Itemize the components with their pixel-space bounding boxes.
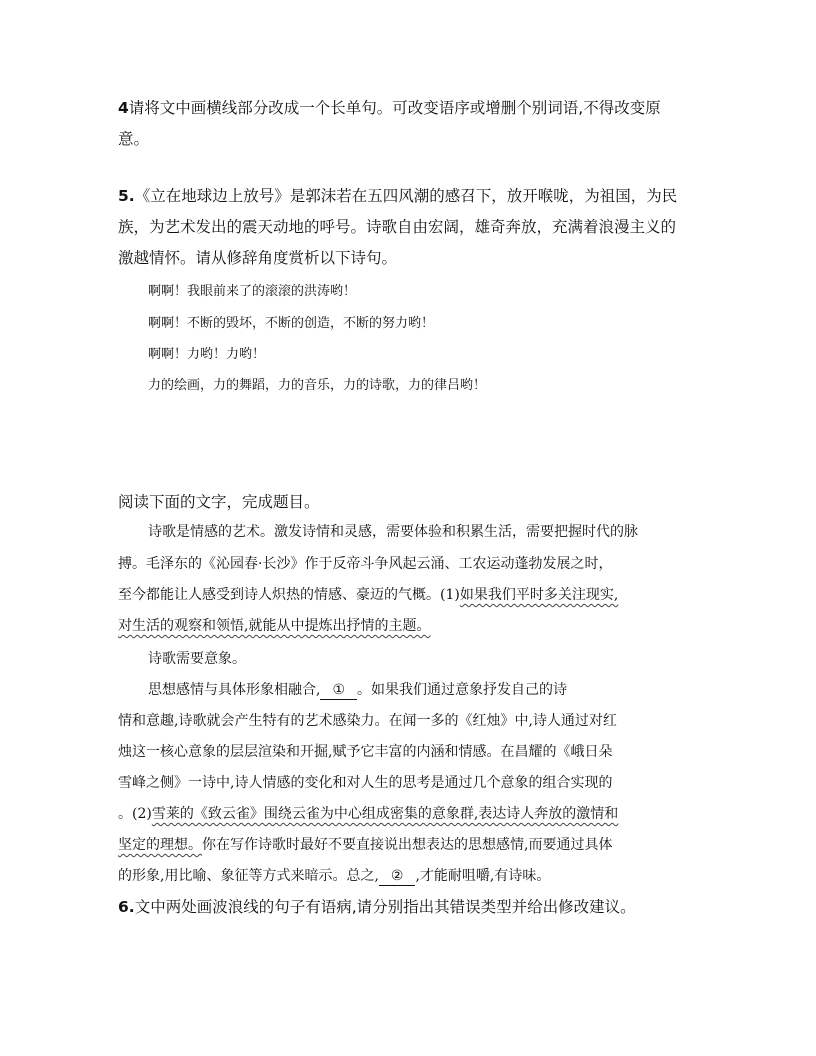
passage-p3-line-7 xyxy=(118,865,550,887)
question-5-number: 5. xyxy=(118,187,135,205)
question-5-line-1 xyxy=(118,185,677,207)
wavy-sentence-1-part-1: 如果我们平时多关注现实, xyxy=(459,587,619,603)
passage-p1-line-3 xyxy=(118,584,618,606)
passage-p3-line-1-pre: 思想感情与具体形象相融合, xyxy=(148,682,321,698)
question-5-line-2: 族，为艺术发出的震天动地的呼号。诗歌自由宏阔，雄奇奔放，充满着浪漫主义的 xyxy=(118,218,677,236)
question-5-text: 《立在地球边上放号》是郭沫若在五四风潮的感召下，放开喉咙，为祖国，为民 xyxy=(134,187,678,205)
passage-p3-line-5-pre: 。(2) xyxy=(118,806,152,822)
passage-p3-line-6-post: 你在写作诗歌时最好不要直接说出想表达的思想感情,而要通过具体 xyxy=(202,837,613,853)
passage-p3-line-4: 雪峰之侧》一诗中,诗人情感的变化和对人生的思考是通过几个意象的组合实现的 xyxy=(118,775,613,791)
passage-p3-line-6 xyxy=(118,834,612,856)
passage-p3-line-2: 情和意趣,诗歌就会产生特有的艺术感染力。在闻一多的《红烛》中,诗人通过对红 xyxy=(118,713,617,729)
question-4-line-1 xyxy=(118,97,661,119)
passage-p1-line-1: 诗歌是情感的艺术。激发诗情和灵感，需要体验和积累生活，需要把握时代的脉 xyxy=(148,524,638,540)
poem-line: 啊啊！我眼前来了的滚滚的洪涛哟！ xyxy=(148,284,357,299)
passage-p3-line-5 xyxy=(118,803,618,825)
wavy-sentence-2-part-2: 坚定的理想。 xyxy=(118,837,202,853)
passage-p1-line-2: 搏。毛泽东的《沁园春·长沙》作于反帝斗争风起云涌、工农运动蓬勃发展之时， xyxy=(118,556,613,572)
passage-p1-line-3-text: 至今都能让人感受到诗人炽热的情感、豪迈的气概。(1) xyxy=(118,587,460,603)
question-5-line-3: 激越情怀。请从修辞角度赏析以下诗句。 xyxy=(118,249,398,267)
wavy-sentence-2-part-1: 雪莱的《致云雀》围绕云雀为中心组成密集的意象群,表达诗人奔放的激情和 xyxy=(151,806,619,822)
poem-line: 力的绘画，力的舞蹈，力的音乐，力的诗歌，力的律吕哟！ xyxy=(148,378,487,393)
passage-p3-line-7-post: ,才能耐咀嚼,有诗味。 xyxy=(415,868,551,884)
blank-2[interactable] xyxy=(379,867,416,886)
reading-instruction: 阅读下面的文字，完成题目。 xyxy=(118,493,320,511)
blank-2-label: ② xyxy=(390,868,404,884)
question-4-number: 4 xyxy=(118,99,129,117)
passage-p3-line-7-pre: 的形象,用比喻、象征等方式来暗示。总之, xyxy=(118,868,379,884)
poem-line: 啊啊！力哟！力哟！ xyxy=(148,347,266,362)
question-6-number: 6. xyxy=(118,898,135,916)
poem-line: 啊啊！不断的毁坏，不断的创造，不断的努力哟！ xyxy=(148,316,435,331)
passage-p3-line-1 xyxy=(148,679,567,701)
passage-p3-line-1-post: 。如果我们通过意象抒发自己的诗 xyxy=(357,682,568,698)
question-4-text: 请将文中画横线部分改成一个长单句。可改变语序或增删个别词语,不得改变原 xyxy=(128,99,661,117)
wavy-sentence-1-part-2: 对生活的观察和领悟,就能从中提炼出抒情的主题。 xyxy=(118,618,431,634)
question-4-line-2: 意。 xyxy=(118,130,150,148)
passage-p1-line-4 xyxy=(118,615,430,637)
blank-1-label: ① xyxy=(332,682,346,698)
question-6-text: 文中两处画波浪线的句子有语病,请分别指出其错误类型并给出修改建议。 xyxy=(134,898,636,916)
question-6 xyxy=(118,896,636,918)
blank-1[interactable] xyxy=(320,681,357,700)
passage-p3-line-3: 烛这一核心意象的层层渲染和开掘,赋予它丰富的内涵和情感。在昌耀的《峨日朵 xyxy=(118,744,613,760)
passage-p2: 诗歌需要意象。 xyxy=(148,651,246,667)
